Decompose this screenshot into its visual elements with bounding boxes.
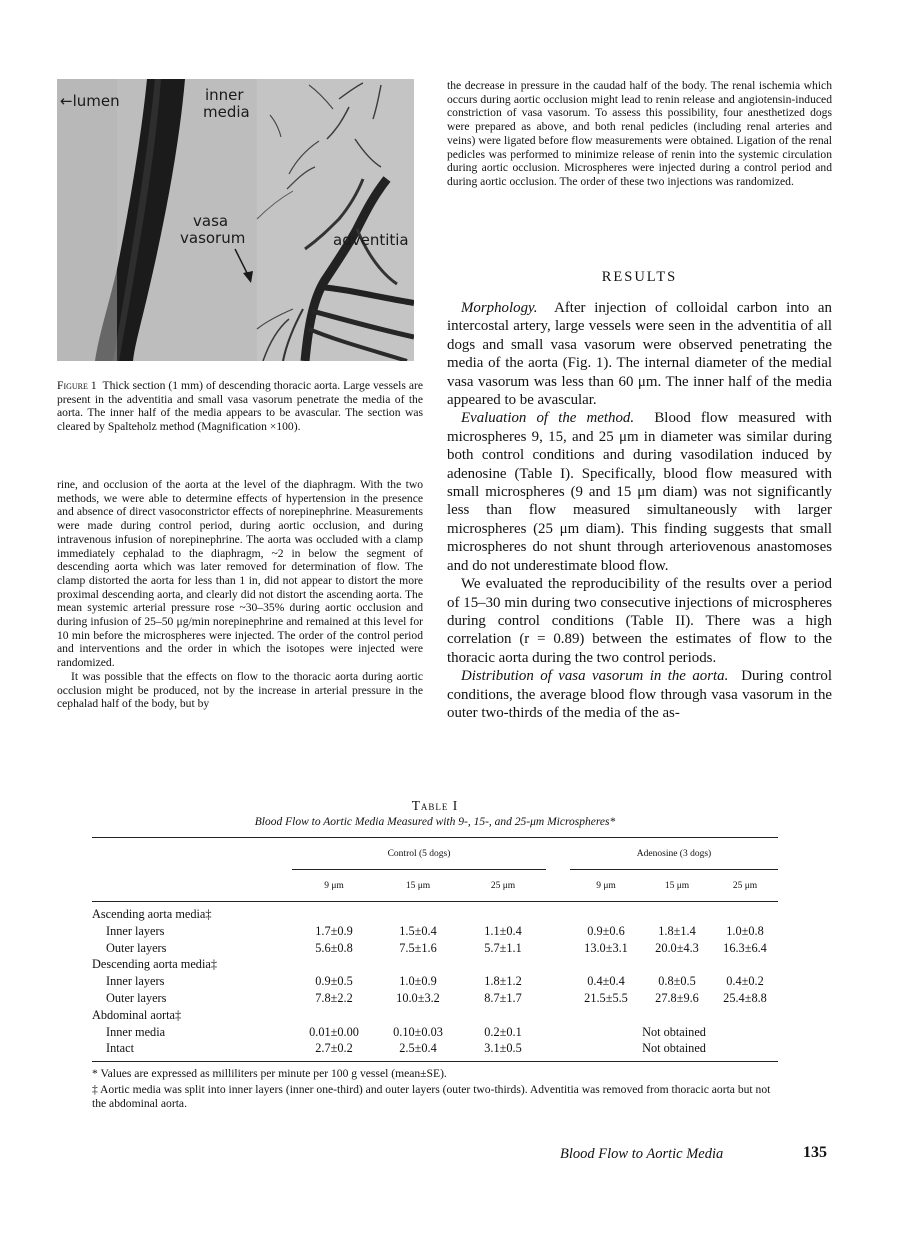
row-label: Inner layers [106,974,165,989]
table-cell: 7.5±1.6 [399,940,437,955]
evaluation-title: Evaluation of the method. [461,410,635,427]
table-footnote-2: ‡ Aortic media was split into inner layers (inner one-third) and outer layers (outer two-thirds). Adventitia was removed from thoracic aorta but not the abdominal aorta. [92,1083,771,1111]
row-label: Inner layers [106,923,165,938]
row-label: Inner media [106,1024,166,1039]
table-cell: 16.3±6.4 [723,940,767,955]
table-1 [92,798,778,1111]
right-column-results [447,299,832,722]
header-size: 15 μm [405,880,431,891]
reproducibility-paragraph: We evaluated the reproducibility of the results over a period of 15–30 min during two consecutive injections of microspheres during control conditions (Table II). There was a high correlation (r = 0.89) between the estimates of flow to the thoracic aorta during the two control periods. [447,576,832,666]
header-size: 9 μm [324,880,344,891]
table-cell: 0.4±0.4 [587,974,625,989]
table-cell: 7.8±2.2 [315,991,353,1006]
label-media: media [203,103,250,121]
table-section-row [92,906,778,923]
table-cell: 1.5±0.4 [399,923,437,938]
row-label: Intact [106,1041,134,1056]
morphology-paragraph [447,299,832,409]
page-number: 135 [803,1144,827,1161]
table-cell: 13.0±3.1 [584,940,628,955]
table-cell: 27.8±9.6 [655,991,699,1006]
row-label: Abdominal aorta‡ [92,1007,182,1022]
table-cell: 0.8±0.5 [658,974,696,989]
table-cell: 1.0±0.9 [399,974,437,989]
caption-text: Thick section (1 mm) of descending thoracic aorta. Large vessels are present in the adventitia and small vasa vasorum penetrate the media of the aorta. The inner half of the media appears to be avascular. The section was cleared by Spalteholz method (Magnification ×100). [57,379,423,434]
left-paragraph-1: rine, and occlusion of the aorta at the level of the diaphragm. With the two methods, we were able to determine effects of hypertension in the presence and absence of direct vasoconstrictor effects of norepinephrine. Measurements were made during control period, during aortic occlusion, and during intravenous infusion of norepinephrine. The aorta was occluded with a clamp immediately cephalad to the diaphragm, ~2 in below the segment of descending aorta which was later removed for determination of flow. The clamp distorted the aorta for less than 1 in, did not appear to distort the more proximal descending aorta, and clearly did not distort the ascending aorta. The mean systemic arterial pressure rose ~30–35% during aortic occlusion and during infusion of 25–50 μg/min norepinephrine and remained at this level for 10 min before the microspheres were injected. The order of the control period and interventions and the order in which the isotopes were injected were randomized. [57,478,423,670]
morphology-title: Morphology. [461,300,538,316]
table-section-row [92,1007,778,1024]
table-title: Table I [411,798,459,813]
table-row [92,1024,778,1041]
evaluation-text: Blood flow measured with microspheres 9, 15, and 25 μm in diameter was similar during both control conditions and during vasodilation induced by adenosine (Table I). Specifically, blood flow measured with small microspheres (9 and 15 μm diam) was not significantly less than flow measured simultaneously with larger microspheres (25 μm diam). This finding suggests that small microspheres do not shunt through arteriovenous anastomoses and do not underestimate blood flow. [447,410,833,574]
micrograph-image [57,79,414,361]
label-inner: inner [205,86,244,104]
left-paragraph-2: It was possible that the effects on flow to the thoracic aorta during aortic occlusion might be produced, not by the increase in arterial pressure in the cephalad half of the body, but by [57,669,423,711]
row-label: Ascending aorta media‡ [92,907,212,922]
header-size: 15 μm [664,880,690,891]
distribution-paragraph [447,667,832,722]
table-cell: 1.7±0.9 [315,923,353,938]
table-footnote-1: * Values are expressed as milliliters per minute per 100 g vessel (mean±SE). [92,1067,447,1081]
right-column-top [447,79,832,189]
table-cell: 0.2±0.1 [484,1024,522,1039]
table-cell: 1.8±1.4 [658,923,696,938]
table-cell: 1.1±0.4 [484,923,522,938]
table-cell-note: Not obtained [642,1024,706,1039]
table-cell: 5.7±1.1 [484,940,522,955]
right-paragraph-1: the decrease in pressure in the caudad half of the body. The renal ischemia which occurs during aortic occlusion might lead to renin release and angiotensin-induced constriction of vasa vasorum. To assess this possibility, four anesthetized dogs were prepared as above, and both renal pedicles (including renal arteries and veins) were ligated before flow measurements were obtained. Ligation of the renal pedicles was performed to minimize release of renin into the systemic circulation during aortic occlusion. Microspheres were injected during a control period and during aortic occlusion. The order of these two injections was randomized. [447,79,832,188]
header-size: 25 μm [490,880,516,891]
results-heading: RESULTS [601,269,678,285]
table-subtitle: Blood Flow to Aortic Media Measured with 9-, 15-, and 25-μm Microspheres* [254,816,616,828]
label-vasa: vasa [193,212,229,230]
table-row [92,923,778,940]
table-row [92,990,778,1007]
figure-caption [57,379,423,434]
table-cell: 5.6±0.8 [315,940,353,955]
table-cell: 0.01±0.00 [309,1024,359,1039]
table-cell: 10.0±3.2 [396,991,440,1006]
table-cell: 0.9±0.5 [315,974,353,989]
table-cell: 0.9±0.6 [587,923,625,938]
header-size: 25 μm [732,880,758,891]
header-size: 9 μm [596,880,616,891]
table-cell: 2.7±0.2 [315,1041,353,1056]
table-row [92,973,778,990]
label-adventitia: adventitia [333,231,409,249]
evaluation-paragraph [447,409,832,575]
row-label: Descending aorta media‡ [92,957,217,972]
distribution-text: During control conditions, the average blood flow through vasa vasorum in the outer two-thirds of the media of the as- [447,668,832,721]
table-cell: 0.4±0.2 [726,974,764,989]
table-grid [92,837,778,1057]
table-cell: 20.0±4.3 [655,940,699,955]
row-label: Outer layers [106,991,167,1006]
table-cell: 25.4±8.8 [723,991,767,1006]
running-title: Blood Flow to Aortic Media [560,1146,724,1162]
figure-1-micrograph [57,79,414,361]
row-label: Outer layers [106,940,167,955]
table-section-row [92,956,778,973]
caption-lead: Figure 1 [57,379,97,392]
table-cell: 2.5±0.4 [399,1041,437,1056]
header-control-group: Control (5 dogs) [292,838,546,870]
table-cell: 1.8±1.2 [484,974,522,989]
distribution-title: Distribution of vasa vasorum in the aorta. [461,668,729,685]
table-cell: 21.5±5.5 [584,991,628,1006]
label-lumen: ←lumen [60,92,120,110]
header-adenosine-group: Adenosine (3 dogs) [570,838,778,870]
table-cell-note: Not obtained [642,1041,706,1056]
table-cell: 1.0±0.8 [726,923,764,938]
left-column [57,478,423,711]
morphology-text: After injection of colloidal carbon into an intercostal artery, large vessels were seen in the adventitia of all dogs and small vasa vasorum were observed penetrating the media of the aorta (Fig. 1). The internal diameter of the medial vasa vasorum was less than 60 μm. The inner half of the media appeared to be avascular. [447,300,832,409]
table-row [92,1040,778,1057]
table-cell: 8.7±1.7 [484,991,522,1006]
table-row [92,940,778,957]
label-vasorum: vasorum [180,229,246,247]
table-cell: 3.1±0.5 [484,1041,522,1056]
table-cell: 0.10±0.03 [393,1024,443,1039]
